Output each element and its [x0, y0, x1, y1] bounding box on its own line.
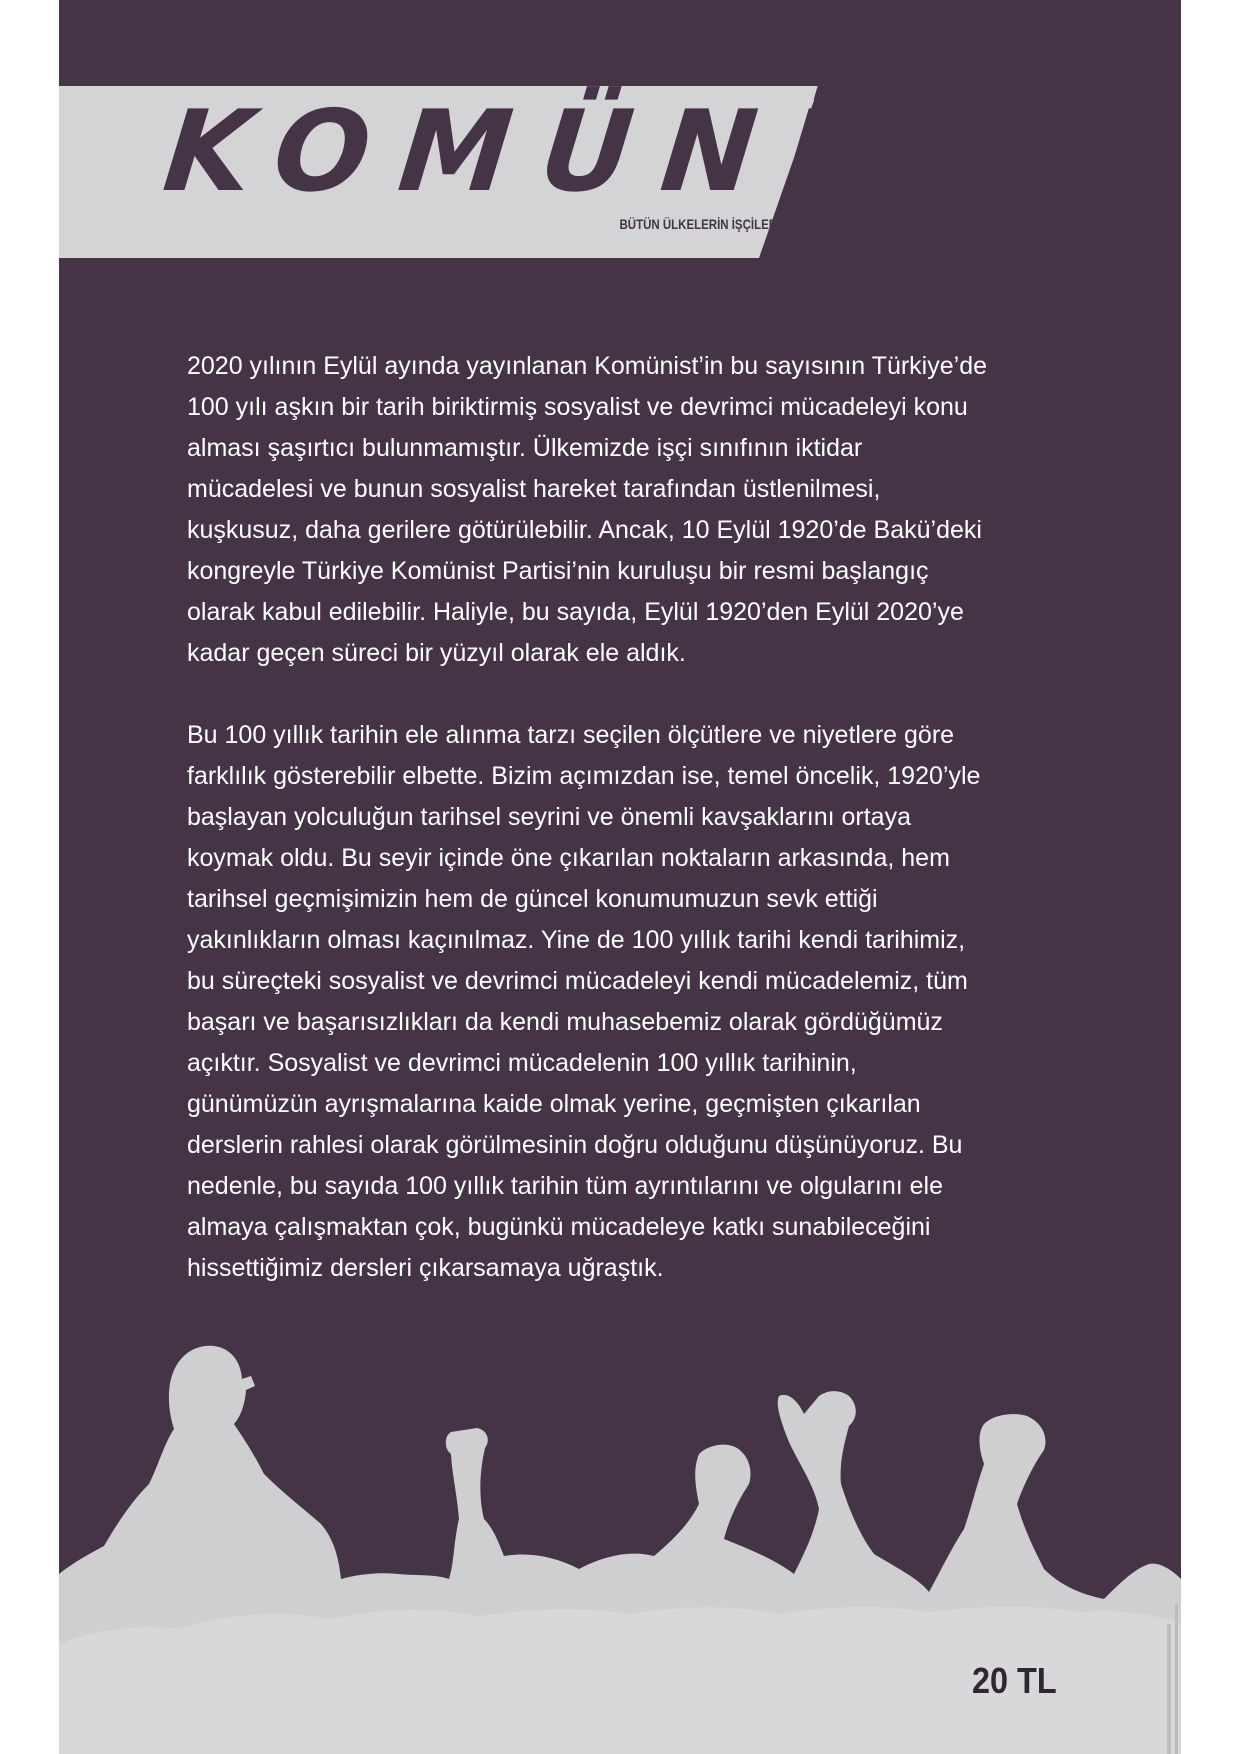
- text-line: açıktır. Sosyalist ve devrimci mücadelenin 100 yıllık tarihinin,: [187, 1049, 857, 1077]
- text-line: mücadelesi ve bunun sosyalist hareket tarafından üstlenilmesi,: [187, 475, 881, 503]
- text-line: günümüzün ayrışmalarına kaide olmak yerine, geçmişten çıkarılan: [187, 1090, 921, 1118]
- text-line: alması şaşırtıcı bulunmamıştır. Ülkemizde işçi sınıfının iktidar: [187, 434, 863, 462]
- text-line: derslerin rahlesi olarak görülmesinin doğru olduğunu düşünüyoruz. Bu: [187, 1131, 963, 1159]
- text-line: hissettiğimiz dersleri çıkarsamaya uğraştık.: [187, 1254, 664, 1282]
- text-line: yakınlıkların olması kaçınılmaz. Yine de 100 yıllık tarihi kendi tarihimiz,: [187, 926, 966, 954]
- masthead-slogan: BÜTÜN ÜLKELERİN İŞÇİLERİ, BİRLEŞİN!: [619, 216, 844, 232]
- text-line: nedenle, bu sayıda 100 yıllık tarihin tüm ayrıntılarını ve olgularını ele: [187, 1172, 943, 1200]
- text-line: bu süreçteki sosyalist ve devrimci mücadeleyi kendi mücadelemiz, tüm: [187, 967, 968, 995]
- text-line: kongreyle Türkiye Komünist Partisi’nin kuruluşu bir resmi başlangıç: [187, 557, 929, 585]
- back-cover: [59, 0, 1181, 1754]
- text-line: kadar geçen süreci bir yüzyıl olarak ele aldık.: [187, 639, 686, 667]
- text-line: tarihsel geçmişimizin hem de güncel konumumuzun sevk ettiği: [187, 885, 878, 913]
- text-line: 100 yılı aşkın bir tarih biriktirmiş sosyalist ve devrimci mücadeleyi konu: [187, 393, 968, 421]
- text-line: başlayan yolculuğun tarihsel seyrini ve önemli kavşaklarını ortaya: [187, 803, 911, 831]
- text-line: farklılık gösterebilir elbette. Bizim açımızdan ise, temel öncelik, 1920’yle: [187, 762, 981, 790]
- masthead-logo: KOMÜNİST: [158, 87, 1082, 217]
- text-line: olarak kabul edilebilir. Haliyle, bu sayıda, Eylül 1920’den Eylül 2020’ye: [187, 598, 964, 626]
- text-line: almaya çalışmaktan çok, bugünkü mücadeleye katkı sunabileceğini: [187, 1213, 931, 1241]
- body-text: [187, 346, 1117, 1330]
- text-line: koymak oldu. Bu seyir içinde öne çıkarılan noktaların arkasında, hem: [187, 844, 950, 872]
- paragraph-2: [187, 715, 1117, 1289]
- paragraph-1: [187, 346, 1117, 674]
- text-line: başarı ve başarısızlıkları da kendi muhasebemiz olarak gördüğümüz: [187, 1008, 943, 1036]
- text-line: kuşkusuz, daha gerilere götürülebilir. Ancak, 10 Eylül 1920’de Bakü’deki: [187, 516, 982, 544]
- text-line: Bu 100 yıllık tarihin ele alınma tarzı seçilen ölçütlere ve niyetlere göre: [187, 721, 955, 749]
- price-label: 20 TL: [972, 1660, 1057, 1701]
- text-line: 2020 yılının Eylül ayında yayınlanan Komünist’in bu sayısının Türkiye’de: [187, 352, 987, 380]
